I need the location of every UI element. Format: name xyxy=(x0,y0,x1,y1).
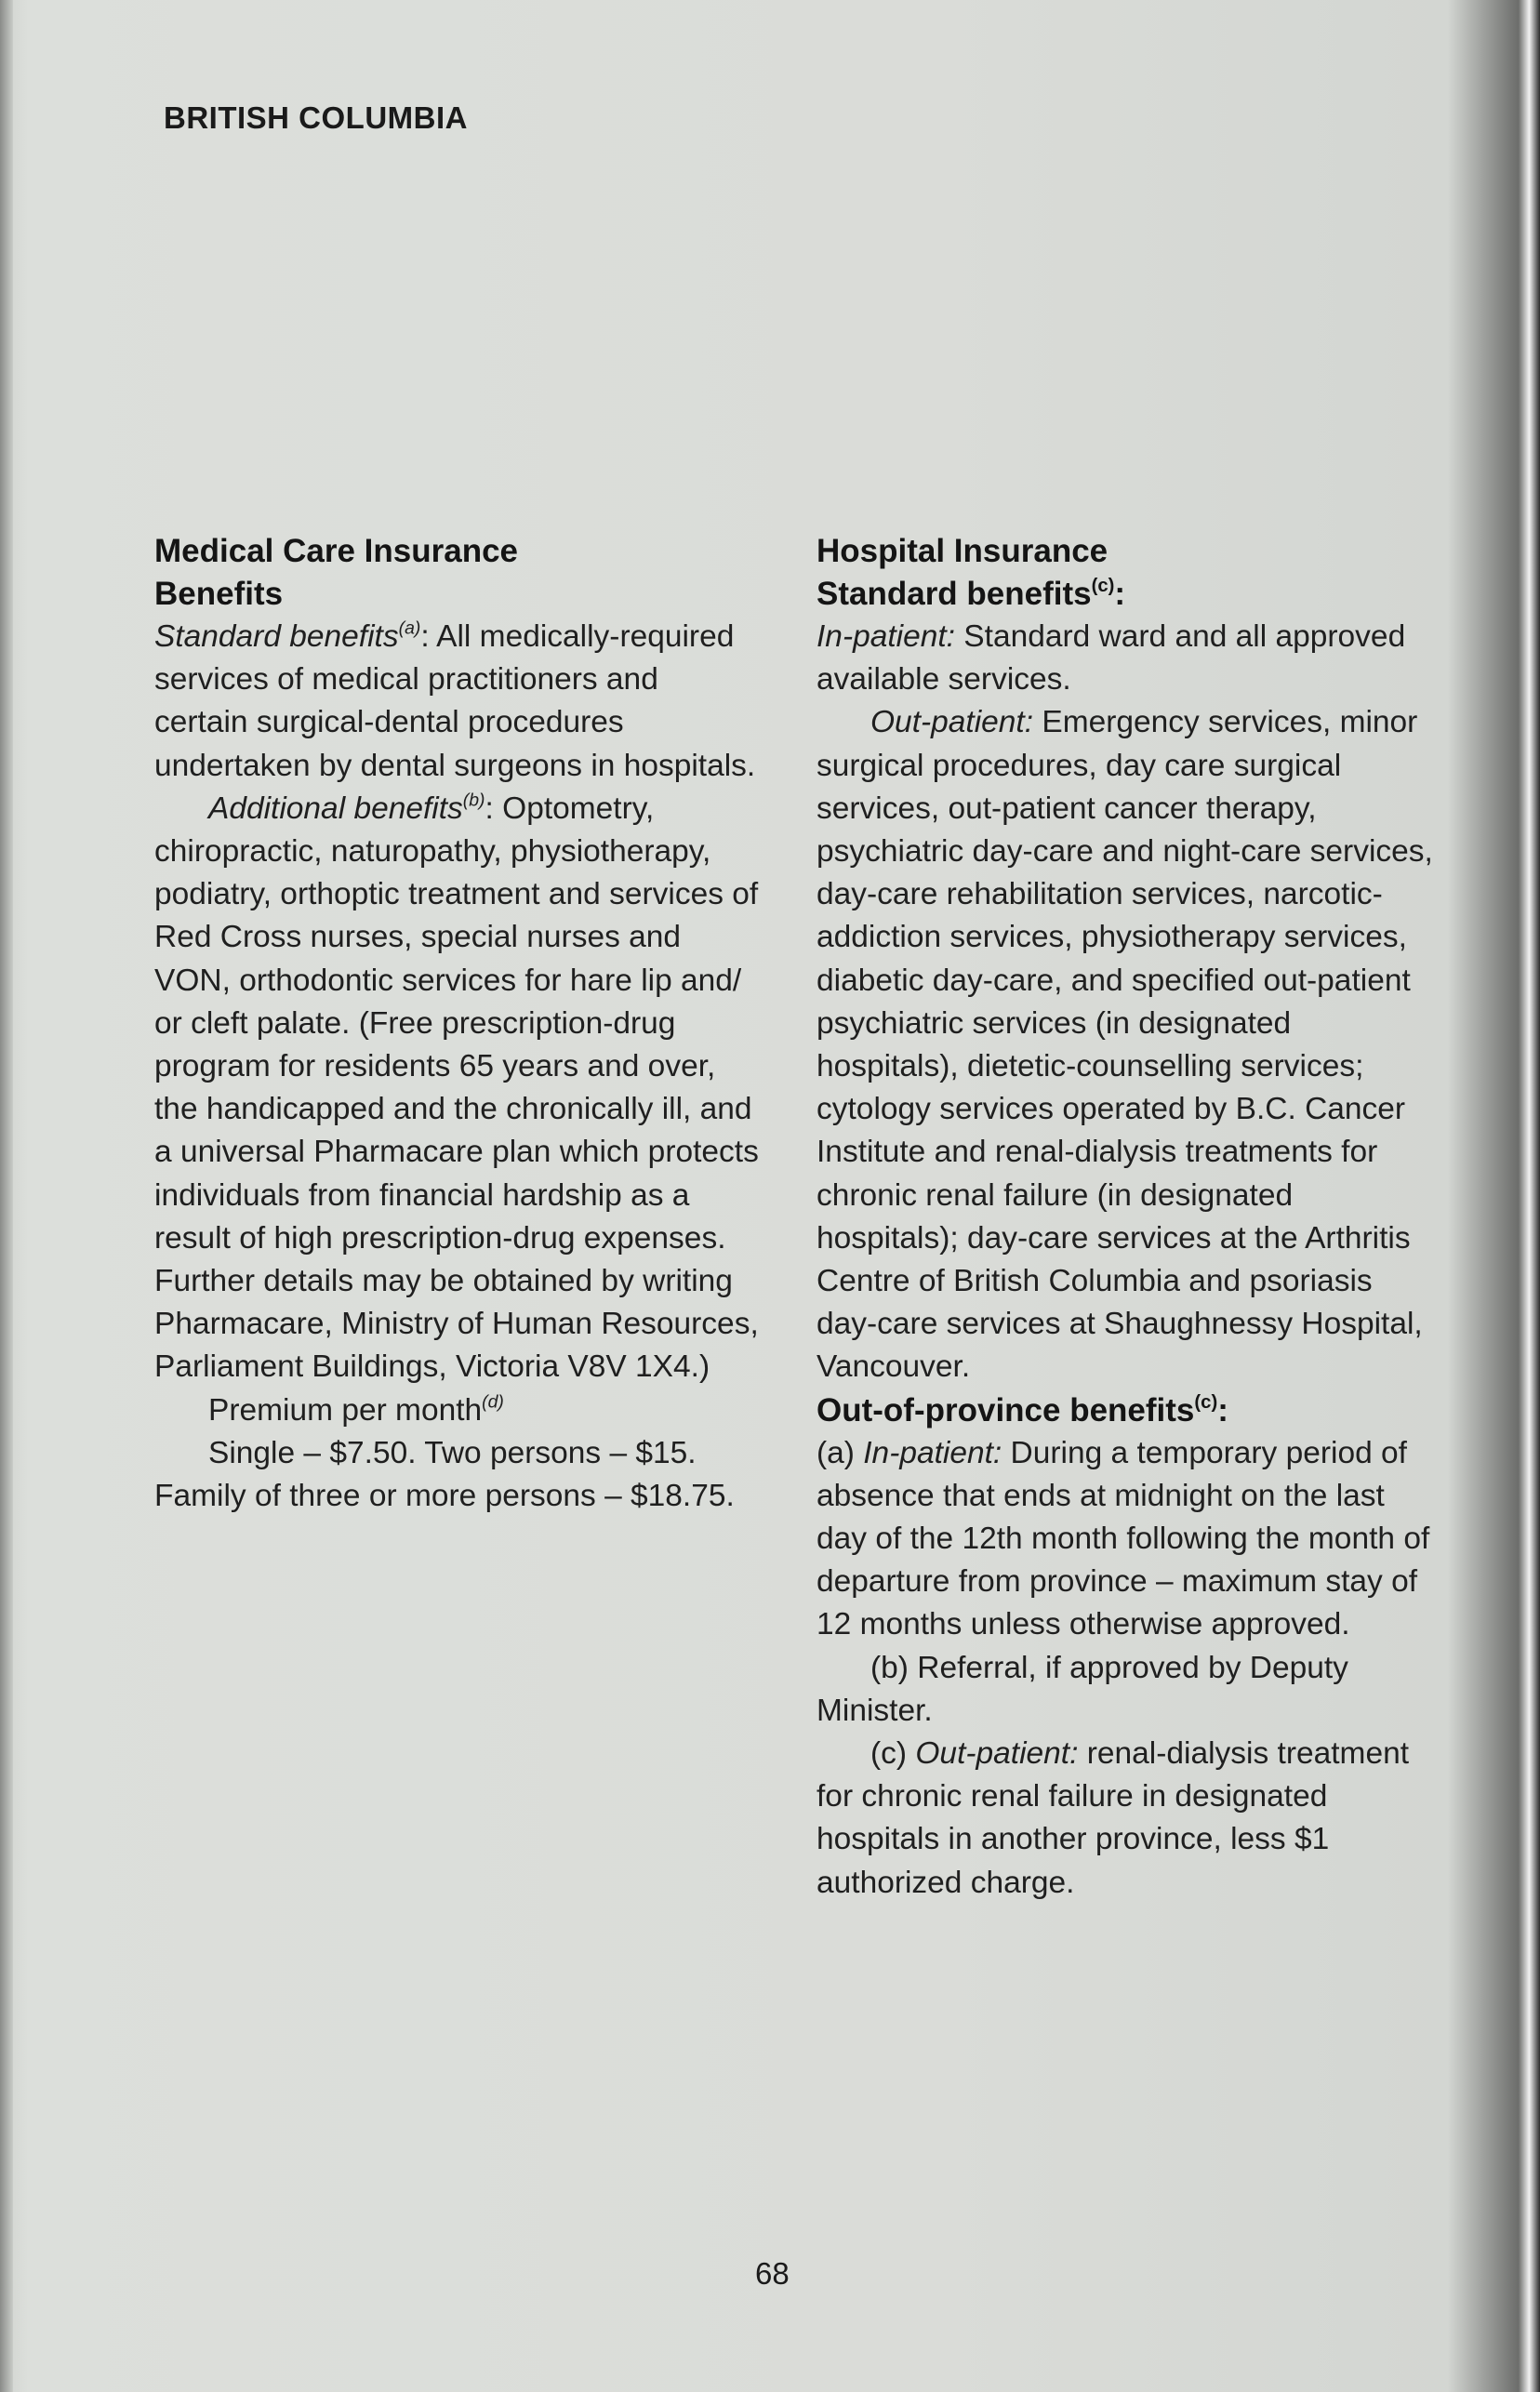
hospital-insurance-column xyxy=(816,530,1441,1905)
premium-rates: Single – $7.50. Two persons – $15. Family of three or more persons – $18.75. xyxy=(154,1435,735,1514)
oop-item-a xyxy=(816,1432,1441,1647)
inpatient-text: Standard ward and all approved available services. xyxy=(816,619,1406,698)
hospital-standard-benefits-heading: Standard benefits xyxy=(816,576,1092,612)
hospital-insurance-heading xyxy=(816,530,1441,616)
standard-benefits-label: Standard benefits xyxy=(154,619,399,654)
oop-item-a-marker: (a) xyxy=(816,1435,864,1470)
additional-benefits-label: Additional benefits xyxy=(208,791,463,826)
oop-item-a-text: During a temporary period of absence that ends at midnight on the last day of the 12th month following the month of departure from province – maximum stay of 12 months unless otherwise approved. xyxy=(816,1435,1430,1642)
footnote-c-2: (c) xyxy=(1194,1391,1218,1413)
footnote-d: (d) xyxy=(482,1391,504,1413)
standard-benefits-text: : All medically-required services of medical practitioners and certain surgical-dental procedures undertaken by dental surgeons in hospitals. xyxy=(154,619,756,783)
oop-item-b: (b) Referral, if approved by Deputy Minister. xyxy=(816,1650,1348,1728)
inpatient-label: In-patient: xyxy=(816,619,955,654)
out-of-province-label: Out-of-province benefits xyxy=(816,1391,1195,1429)
oop-item-a-label: In-patient: xyxy=(863,1435,1002,1470)
outpatient-paragraph xyxy=(816,701,1441,1389)
medical-care-heading-line2: Benefits xyxy=(154,576,284,612)
additional-benefits-text: : Optometry, chiropractic, naturopathy, physiotherapy, podiatry, orthoptic treatment and services of Red Cross nurses, special nurses and VON, orthodontic services for hare lip and/ or cleft palate. (Free prescription-drug program for residents 65 years and over, the handicapped and the chronically ill, and a universal Pharmacare plan which protects individuals from financial hardship as a result of high prescription-drug expenses. Further details may be obtained by writing Pharmacare, Ministry of Human Resources, Parliament Buildings, Victoria V8V 1X4.) xyxy=(154,791,759,1385)
oop-item-c-marker: (c) xyxy=(870,1736,916,1772)
binding-edge xyxy=(0,0,13,2392)
footnote-c: (c) xyxy=(1091,575,1115,596)
additional-benefits-paragraph xyxy=(154,788,759,1389)
medical-care-column xyxy=(154,530,759,1518)
medical-care-heading-line1: Medical Care Insurance xyxy=(154,533,518,569)
standard-benefits-paragraph xyxy=(154,616,759,788)
premium-label: Premium per month xyxy=(208,1392,483,1428)
premium-label-line xyxy=(154,1389,759,1432)
page-header: BRITISH COLUMBIA xyxy=(164,100,468,135)
heading-colon: : xyxy=(1114,576,1126,612)
outpatient-text: Emergency services, minor surgical procedures, day care surgical services, out-patient cancer therapy, psychiatric day-care and night-care services, day-care rehabilitation services, narcotic-addiction services, physiotherapy services, diabetic day-care, and specified out-patient psychiatric services (in designated hospitals), dietetic-counselling services; cytology services operated by B.C. Cancer Institute and renal-dialysis treatments for chronic renal failure (in designated hospitals); day-care services at the Arthritis Centre of British Columbia and psoriasis day-care services at Shaughnessy Hospital, Vancouver. xyxy=(816,705,1433,1385)
footnote-a: (a) xyxy=(398,618,421,639)
oop-item-c xyxy=(816,1733,1441,1905)
oop-item-c-label: Out-patient: xyxy=(915,1736,1079,1772)
oop-item-c-text: renal-dialysis treatment for chronic renal failure in designated hospitals in another province, less $1 authorized charge. xyxy=(816,1736,1410,1900)
inpatient-paragraph xyxy=(816,616,1441,701)
outpatient-label: Out-patient: xyxy=(870,705,1034,740)
hospital-insurance-heading-line1: Hospital Insurance xyxy=(816,533,1109,569)
footnote-b: (b) xyxy=(462,790,485,811)
out-of-province-colon: : xyxy=(1217,1391,1228,1429)
medical-care-heading xyxy=(154,530,759,616)
out-of-province-heading xyxy=(816,1389,1441,1432)
page-number: 68 xyxy=(755,2256,790,2291)
